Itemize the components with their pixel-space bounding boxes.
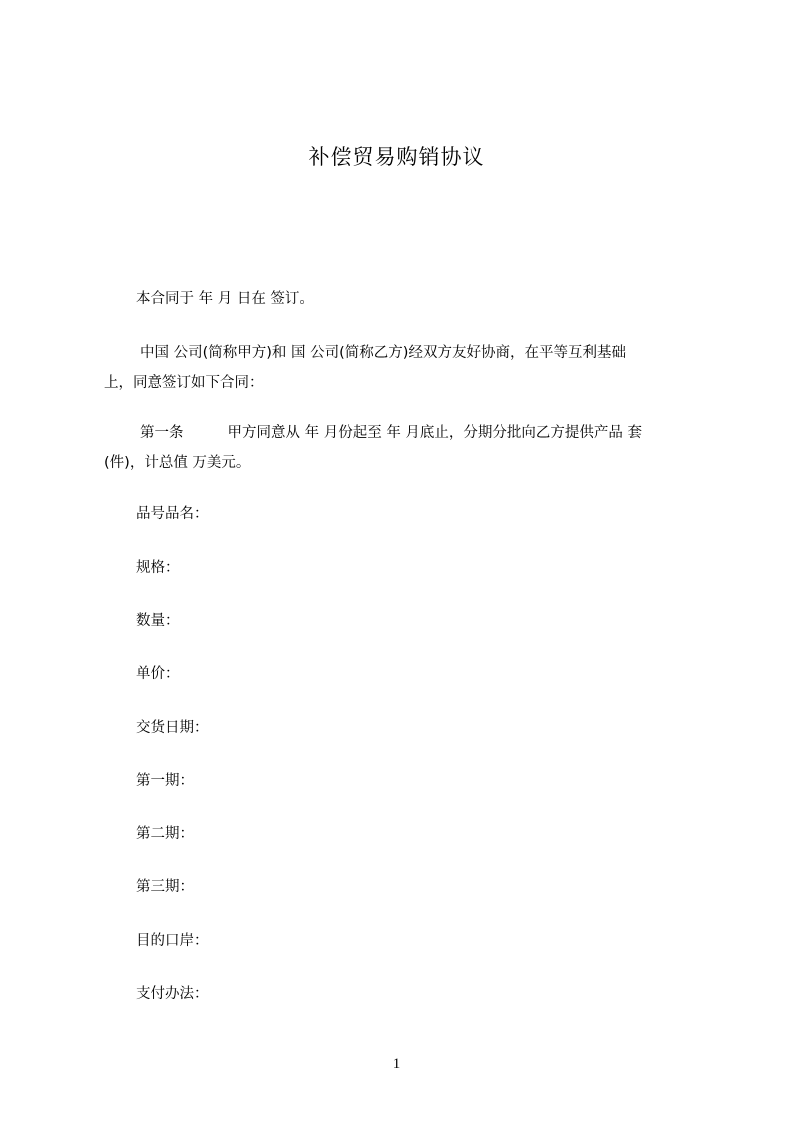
parties-paragraph — [104, 338, 704, 398]
article-1-paragraph — [104, 418, 704, 478]
field-phase-1: 第一期： — [136, 773, 194, 789]
field-payment-method: 支付办法： — [136, 986, 209, 1002]
page-number: 1 — [392, 1056, 401, 1072]
parties-line-1: 中国 公司(简称甲方)和 国 公司(简称乙方)经双方友好协商，在平等互利基础 — [140, 345, 626, 361]
article-1-line-1 — [104, 418, 704, 448]
field-phase-2: 第二期： — [136, 826, 194, 842]
field-delivery-date: 交货日期： — [136, 720, 209, 736]
field-unit-price: 单价： — [136, 666, 180, 682]
article-1-line-2: (件)，计总值 万美元。 — [104, 455, 251, 471]
field-destination-port: 目的口岸： — [136, 933, 209, 949]
field-product-name: 品号品名： — [136, 506, 209, 522]
field-spec: 规格： — [136, 560, 180, 576]
parties-line-2: 上，同意签订如下合同： — [104, 375, 264, 391]
field-phase-3: 第三期： — [136, 879, 194, 895]
document-title: 补偿贸易购销协议 — [308, 145, 485, 169]
article-1-label: 第一条 — [140, 425, 184, 441]
article-1-text: 甲方同意从 年 月份起至 年 月底止，分期分批向乙方提供产品 套 — [227, 425, 643, 441]
signing-line: 本合同于 年 月 日在 签订。 — [136, 291, 314, 307]
field-quantity: 数量： — [136, 613, 180, 629]
